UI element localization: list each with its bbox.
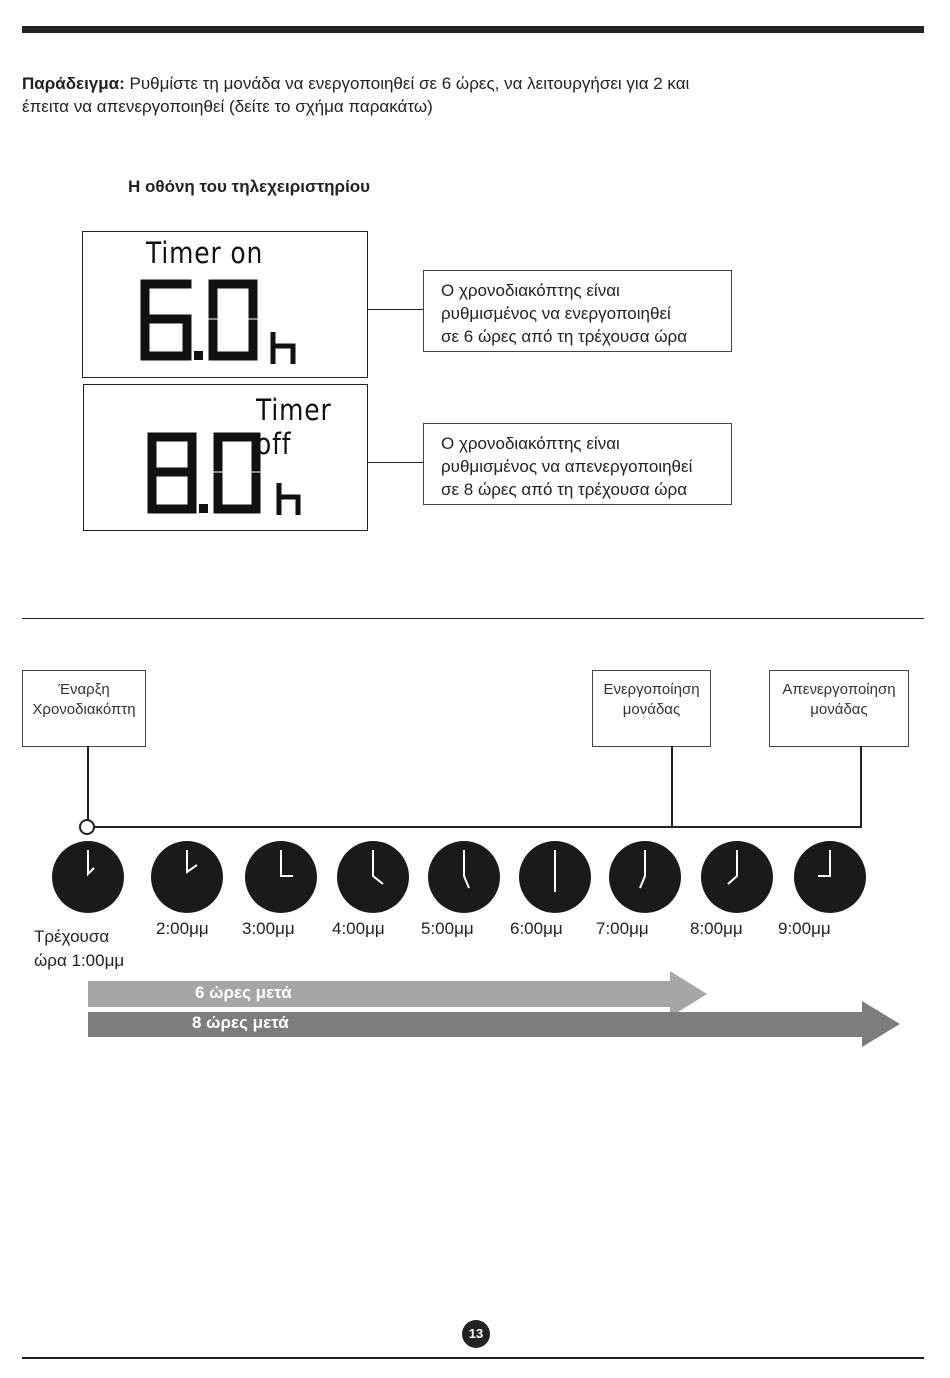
time-label-2: 2:00μμ [156,919,209,938]
desc-on-line2: ρυθμισμένος να ενεργοποιηθεί [441,304,671,323]
screen-caption: Η οθόνη του τηλεχειριστηρίου [128,177,371,196]
connector-off [368,462,424,463]
middle-rule [22,618,924,619]
desc-on-line3: σε 6 ώρες από τη τρέχουσα ώρα [441,327,688,346]
desc-off-line3: σε 8 ώρες από τη τρέχουσα ώρα [441,480,688,499]
lcd-timer-off-digits [84,385,369,532]
lcd-timer-on [82,231,368,378]
duration-arrows [0,960,950,1060]
time-current-line2: ώρα 1:00μμ [34,951,125,970]
event-off-line2: μονάδας [810,701,868,718]
lcd-timer-on-digits [83,232,369,379]
event-box-start [22,670,146,747]
event-box-off [769,670,909,747]
clock-icon-1 [52,841,124,913]
clock-icon-2 [151,841,223,913]
clock-icon-8 [701,841,773,913]
event-start-line2: Χρονοδιακόπτη [32,701,136,718]
desc-off-line1: Ο χρονοδιακόπτης είναι [441,434,620,453]
top-rule [22,26,924,33]
time-label-9: 9:00μμ [778,919,831,938]
time-label-3: 3:00μμ [242,919,295,938]
time-label-5: 5:00μμ [421,919,474,938]
desc-timer-off [423,423,732,505]
intro-paragraph [22,72,902,118]
clock-icon-3 [245,841,317,913]
bar-label-eight: 8 ώρες μετά [192,1013,289,1032]
event-start-line1: Έναρξη [58,681,110,698]
time-current-line1: Τρέχουσα [34,927,110,946]
desc-timer-on [423,270,732,352]
lcd-timer-off-label: Timer off [256,393,332,461]
timeline-start-dot [80,820,94,834]
page-number: 13 [462,1320,490,1348]
bottom-rule [22,1357,924,1359]
timeline [0,740,950,920]
clock-icon-6 [519,841,591,913]
time-label-4: 4:00μμ [332,919,385,938]
bar-label-six: 6 ώρες μετά [195,983,292,1002]
clock-icon-9 [794,841,866,913]
time-label-8: 8:00μμ [690,919,743,938]
event-box-on [592,670,711,747]
event-on-line2: μονάδας [622,701,681,718]
clock-icon-7 [609,841,681,913]
time-label-6: 6:00μμ [510,919,563,938]
clock-icon-4 [337,841,409,913]
event-off-line1: Απενεργοποίηση [782,681,896,698]
lcd-timer-off [83,384,368,531]
lcd-timer-on-label: Timer on [146,236,264,270]
time-label-7: 7:00μμ [596,919,649,938]
desc-off-line2: ρυθμισμένος να απενεργοποιηθεί [441,457,693,476]
intro-label: Παράδειγμα: [22,74,125,93]
connector-on [368,309,424,310]
arrow-six-hours [88,971,707,1017]
intro-text-2: έπειτα να απενεργοποιηθεί (δείτε το σχήμα παρακάτω) [22,97,433,116]
event-on-line1: Ενεργοποίηση [603,681,700,698]
intro-text: Ρυθμίστε τη μονάδα να ενεργοποιηθεί σε 6 ώρες, να λειτουργήσει για 2 και [129,74,690,93]
desc-on-line1: Ο χρονοδιακόπτης είναι [441,281,620,300]
clock-icon-5 [428,841,500,913]
